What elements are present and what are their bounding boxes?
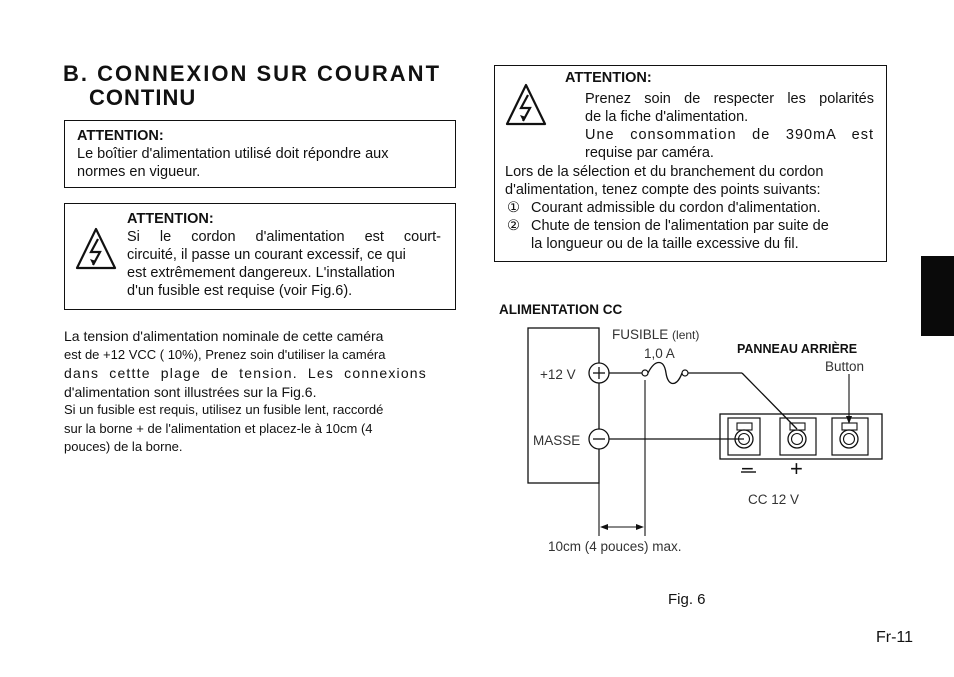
- negative-connector-icon: [735, 430, 753, 448]
- page-number: Fr-11: [876, 629, 914, 646]
- fuse-name: FUSIBLE: [612, 327, 669, 342]
- section-title-line2: CONTINU: [89, 85, 197, 110]
- body-line: La tension d'alimentation nominale de cette caméra: [64, 328, 384, 344]
- lightning-warning-triangle-icon: [501, 80, 551, 140]
- button-icon: [842, 423, 857, 430]
- attention-text-line: normes en vigueur.: [77, 164, 201, 180]
- attention-text-line: d'alimentation, tenez compte des points suivants:: [505, 182, 821, 198]
- figure-heading: ALIMENTATION CC: [499, 302, 623, 317]
- positive-connector-icon: [788, 430, 806, 448]
- attention-text-line: Lors de la sélection et du branchement du cordon: [505, 164, 824, 180]
- attention-text-line: Si le cordon d'alimentation est court-: [127, 229, 441, 245]
- minus-symbol: −: [741, 456, 754, 481]
- body-line: est de +12 VCC ( 10%), Prenez soin d'utiliser la caméra: [64, 346, 386, 362]
- attention-heading: ATTENTION:: [77, 128, 164, 144]
- fuse-label: [612, 327, 699, 342]
- minus-terminal-icon: [589, 429, 609, 449]
- panel-label: PANNEAU ARRIÈRE: [737, 342, 858, 356]
- rear-panel: [720, 414, 882, 459]
- body-line: dans cettte plage de tension. Les connexions: [64, 365, 427, 381]
- section-tab-marker: [921, 256, 954, 336]
- list-item: Chute de tension de l'alimentation par suite de: [531, 218, 829, 234]
- body-paragraph: [64, 327, 456, 457]
- attention-heading: ATTENTION:: [565, 70, 652, 86]
- attention-text-line: circuité, il passe un courant excessif, ce qui: [127, 247, 406, 263]
- fuse-rating: 1,0 A: [644, 346, 675, 361]
- attention-box-3: [494, 65, 887, 262]
- plus-symbol: +: [790, 456, 803, 481]
- body-line: sur la borne + de l'alimentation et placez-le à 10cm (4: [64, 420, 373, 436]
- dc-12v-label: CC 12 V: [748, 492, 800, 507]
- list-marker: ①: [507, 200, 520, 216]
- attention-text-line: est extrêmement dangereux. L'installation: [127, 265, 395, 281]
- attention-text-line: Prenez soin de respecter les polarités: [585, 91, 874, 107]
- attention-box-1: [64, 120, 456, 188]
- body-line: Si un fusible est requis, utilisez un fusible lent, raccordé: [64, 402, 384, 417]
- plus-12v-label: +12 V: [540, 367, 576, 382]
- attention-text-line: d'un fusible est requise (voir Fig.6).: [127, 283, 353, 299]
- list-marker: ②: [507, 218, 520, 234]
- attention-text-line: de la fiche d'alimentation.: [585, 109, 749, 125]
- body-line: pouces) de la borne.: [64, 439, 183, 454]
- distance-label: 10cm (4 pouces) max.: [548, 539, 682, 554]
- body-line: d'alimentation sont illustrées sur la Fig.6.: [64, 383, 317, 400]
- ground-label: MASSE: [533, 433, 581, 448]
- button-label: Button: [825, 359, 865, 374]
- fuse-type: (lent): [672, 328, 700, 342]
- list-item: la longueur ou de la taille excessive du fil.: [531, 236, 799, 252]
- plus-terminal-icon: [589, 363, 609, 383]
- attention-text-line: requise par caméra.: [585, 145, 714, 161]
- figure-caption: Fig. 6: [668, 591, 706, 608]
- section-title-line1: B. CONNEXION SUR COURANT: [63, 61, 442, 86]
- section-title: [63, 62, 463, 110]
- lightning-warning-triangle-icon: [71, 224, 121, 284]
- attention-text-line: Une consommation de 390mA est: [585, 127, 874, 143]
- fuse-icon: [648, 363, 682, 384]
- attention-text-line: Le boîtier d'alimentation utilisé doit répondre aux: [77, 146, 389, 162]
- list-item: Courant admissible du cordon d'alimentation.: [531, 200, 821, 216]
- attention-heading: ATTENTION:: [127, 211, 214, 227]
- attention-box-2: [64, 203, 456, 310]
- power-supply-box: [528, 328, 599, 483]
